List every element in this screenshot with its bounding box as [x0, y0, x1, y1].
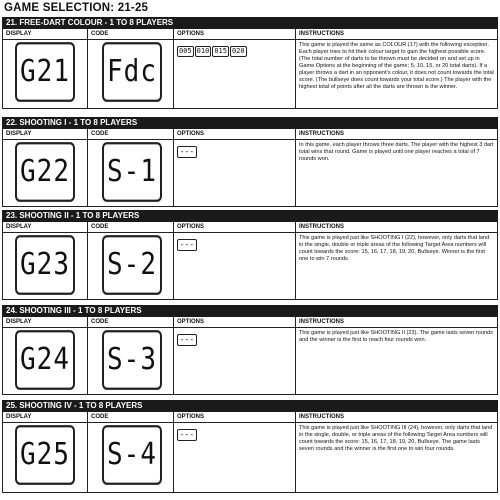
column-options: OPTIONS — [174, 29, 296, 39]
section-header: 24. SHOOTING III - 1 TO 8 PLAYERS — [2, 305, 498, 317]
column-options: OPTIONS — [174, 222, 296, 232]
column-options: OPTIONS — [174, 317, 296, 327]
game-section-25 — [2, 400, 498, 493]
column-headers — [2, 222, 498, 233]
display-lcd: G23 — [15, 235, 75, 295]
game-section-21 — [2, 17, 498, 109]
display-lcd: G24 — [15, 330, 75, 390]
instructions-text: This game is played just like SHOOTING III (24), however, only darts that land in the single, double, or triple areas of the following Target Area numbers will count towards the score: 15, 16, 17, 18, 19, 20, Bullseye. The game lasts seven rounds and the winner is the first one to win four rounds. — [299, 425, 493, 452]
section-header: 25. SHOOTING IV - 1 TO 8 PLAYERS — [2, 400, 498, 412]
game-section-23 — [2, 210, 498, 300]
section-header: 21. FREE-DART COLOUR - 1 TO 8 PLAYERS — [2, 17, 498, 29]
instructions-text: This game is played the same as COLOUR (17) with the following exception. Each player tries to hit their colour target to gain the highest possible score. (The total number of darts to be thrown must be decided on and set up in Game Options at the beginning of the game; 5, 10, 15, or 20 total darts). If a player throws a dart in an opponent's colour, it does not count towards the total score. (The bullseye does count towards your total score.) The player with the highest total of points after all the darts are thrown is the winner. — [299, 42, 494, 90]
options-lcd: --- — [177, 146, 197, 158]
column-headers — [2, 317, 498, 328]
column-headers — [2, 29, 498, 40]
options-lcd: --- — [177, 429, 197, 441]
section-header: 23. SHOOTING II - 1 TO 8 PLAYERS — [2, 210, 498, 222]
column-code: CODE — [88, 222, 174, 232]
column-instructions: INSTRUCTIONS — [299, 414, 344, 420]
column-instructions: INSTRUCTIONS — [299, 319, 344, 325]
game-row — [2, 328, 498, 395]
column-options: OPTIONS — [174, 412, 296, 422]
column-display: DISPLAY — [3, 317, 88, 327]
column-display: DISPLAY — [3, 222, 88, 232]
column-code: CODE — [88, 129, 174, 139]
game-section-22 — [2, 117, 498, 207]
code-lcd: S-4 — [102, 425, 162, 485]
code-lcd: S-1 — [102, 142, 162, 202]
code-lcd: S-2 — [102, 235, 162, 295]
column-options: OPTIONS — [174, 129, 296, 139]
column-display: DISPLAY — [3, 29, 88, 39]
column-code: CODE — [88, 317, 174, 327]
option-value: 020 — [231, 47, 245, 55]
display-lcd: G25 — [15, 425, 75, 485]
option-value: 005 — [179, 47, 192, 55]
options-lcd: --- — [177, 239, 197, 251]
section-header: 22. SHOOTING I - 1 TO 8 PLAYERS — [2, 117, 498, 129]
display-lcd: G22 — [15, 142, 75, 202]
column-display: DISPLAY — [3, 129, 88, 139]
column-instructions: INSTRUCTIONS — [299, 224, 344, 230]
column-instructions: INSTRUCTIONS — [299, 31, 344, 37]
code-lcd: Fdc — [102, 42, 162, 102]
options-lcd-strip — [177, 46, 247, 57]
instructions-text: This game is played just like SHOOTING I (22), however, only darts that land in the single, double or triple areas of the following Target Area numbers will count towards the score: 15, 16, 17, 18, 19, 20, Bullseye. Winner is the first one to win 7 rounds. — [299, 235, 490, 262]
options-lcd: --- — [177, 334, 197, 346]
code-lcd: S-3 — [102, 330, 162, 390]
game-row — [2, 423, 498, 493]
option-value: 015 — [214, 47, 227, 55]
option-value: 010 — [196, 47, 210, 55]
column-code: CODE — [88, 412, 174, 422]
game-row — [2, 40, 498, 109]
instructions-text: This game is played just like SHOOTING II (23). The game lasts seven rounds and the winner is the first to reach four rounds won. — [299, 330, 493, 343]
column-headers — [2, 412, 498, 423]
instructions-text: In this game, each player throws three darts. The player with the highest 3 dart total wins that round. Game is played until one player reaches a total of 7 rounds won. — [299, 142, 494, 162]
display-lcd: G21 — [15, 42, 75, 102]
column-code: CODE — [88, 29, 174, 39]
column-display: DISPLAY — [3, 412, 88, 422]
game-section-24 — [2, 305, 498, 395]
game-row — [2, 233, 498, 300]
game-row — [2, 140, 498, 207]
column-headers — [2, 129, 498, 140]
page-title: GAME SELECTION: 21-25 — [4, 2, 149, 14]
column-instructions: INSTRUCTIONS — [299, 131, 344, 137]
